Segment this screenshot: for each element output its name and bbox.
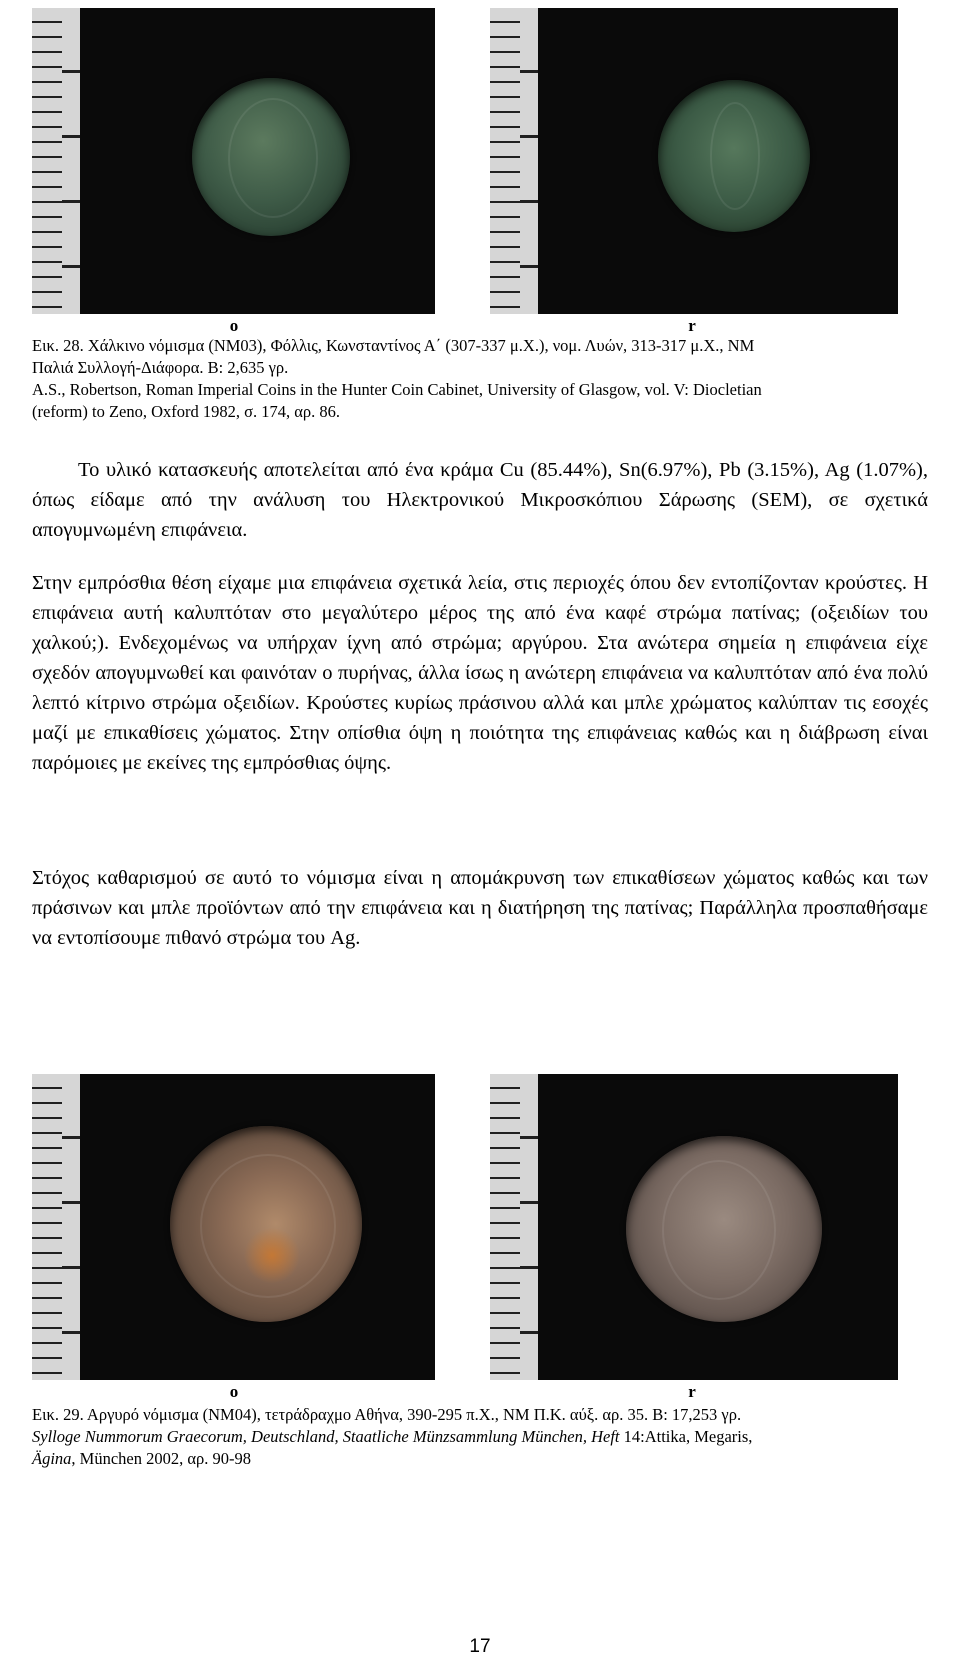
coin-reverse-image	[626, 1136, 822, 1322]
figure28-obverse-label: o	[229, 316, 239, 335]
caption-text: , München 2002, αρ. 90-98	[71, 1449, 251, 1468]
figure29-obverse-label: o	[229, 1382, 239, 1401]
caption-line: (reform) to Zeno, Oxford 1982, σ. 174, αρ. 86.	[32, 402, 341, 421]
figure28-reverse-label: r	[688, 316, 696, 335]
caption-line: Εικ. 28. Χάλκινο νόμισμα (ΝΜ03), Φόλλις, Κωνσταντίνος Α΄ (307-337 μ.Χ.), νομ. Λυών, 313-317 μ.Χ., ΝΜ	[32, 336, 755, 355]
caption-line	[32, 1448, 924, 1470]
caption-italic: Sylloge Nummorum Graecorum, Deutschland, Staatliche Münzsammlung München, Heft	[32, 1427, 620, 1446]
measuring-ruler	[490, 8, 538, 314]
caption-line	[32, 1426, 924, 1448]
caption-text: 14:Attika, Megaris,	[619, 1427, 753, 1446]
coin-reverse-image	[658, 80, 810, 232]
caption-italic: Ägina	[32, 1449, 72, 1468]
caption-line: A.S., Robertson, Roman Imperial Coins in the Hunter Coin Cabinet, University of Glasgow, vol. V: Diocletian	[32, 380, 762, 399]
coin-obverse-image	[192, 78, 350, 236]
figure29-obverse-photo	[32, 1074, 435, 1380]
figure29-caption	[32, 1404, 924, 1470]
caption-line: Εικ. 29. Αργυρό νόμισμα (ΝΜ04), τετράδραχμο Αθήνα, 390-295 π.Χ., ΝΜ Π.Κ. αύξ. αρ. 35. Β: 17,253 γρ.	[32, 1405, 742, 1424]
measuring-ruler	[32, 8, 80, 314]
caption-line: Παλιά Συλλογή-Διάφορα. Β: 2,635 γρ.	[32, 358, 289, 377]
paragraph-surface: Στην εμπρόσθια θέση είχαμε μια επιφάνεια σχετικά λεία, στις περιοχές όπου δεν εντοπίζονταν κρούστες. Η επιφάνεια αυτή καλυπτόταν στο μεγαλύτερο μέρος της από ένα καφέ στρώμα πατίνας; (οξειδίων του χαλκού;). Ενδεχομένως να υπήρχαν ίχνη από στρώμα; αργύρου. Στα ανώτερα σημεία η επιφάνεια είχε σχεδόν απογυμνωθεί και φαινόταν ο πυρήνας, άλλα ίσως η ανώτερη επιφάνεια να καλυπτόταν από ένα πολύ λεπτό κίτρινο στρώμα οξειδίων. Κρούστες κυρίως πράσινου αλλά και μπλε χρώματος καλύπταν τις εσοχές μαζί με επικαθίσεις χώματος. Στην οπίσθια όψη η ποιότητα της επιφάνειας καθώς και η διάβρωση είναι παρόμοιες με εκείνες της εμπρόσθιας όψης.	[32, 572, 928, 774]
figure28-caption	[32, 335, 924, 423]
figure28-reverse-photo	[490, 8, 898, 314]
measuring-ruler	[490, 1074, 538, 1380]
figure28-obverse-photo	[32, 8, 435, 314]
paragraph-material: Το υλικό κατασκευής αποτελείται από ένα κράμα Cu (85.44%), Sn(6.97%), Pb (3.15%), Ag (1.07%), όπως είδαμε από την ανάλυση του Ηλεκτρονικού Μικροσκόπιου Σάρωσης (SEM), σε σχετικά απογυμνωμένη επιφάνεια.	[32, 459, 928, 541]
figure29-reverse-photo	[490, 1074, 898, 1380]
page-number: 17	[469, 1636, 491, 1657]
coin-obverse-image	[170, 1126, 362, 1322]
measuring-ruler	[32, 1074, 80, 1380]
paragraph-cleaning-goal: Στόχος καθαρισμού σε αυτό το νόμισμα είναι η απομάκρυνση των επικαθίσεων χώματος καθώς και των πράσινων και μπλε προϊόντων από την επιφάνεια και η διατήρηση της πατίνας; Παράλληλα προσπαθήσαμε να εντοπίσουμε πιθανό στρώμα του Ag.	[32, 867, 928, 949]
figure29-reverse-label: r	[688, 1382, 696, 1401]
